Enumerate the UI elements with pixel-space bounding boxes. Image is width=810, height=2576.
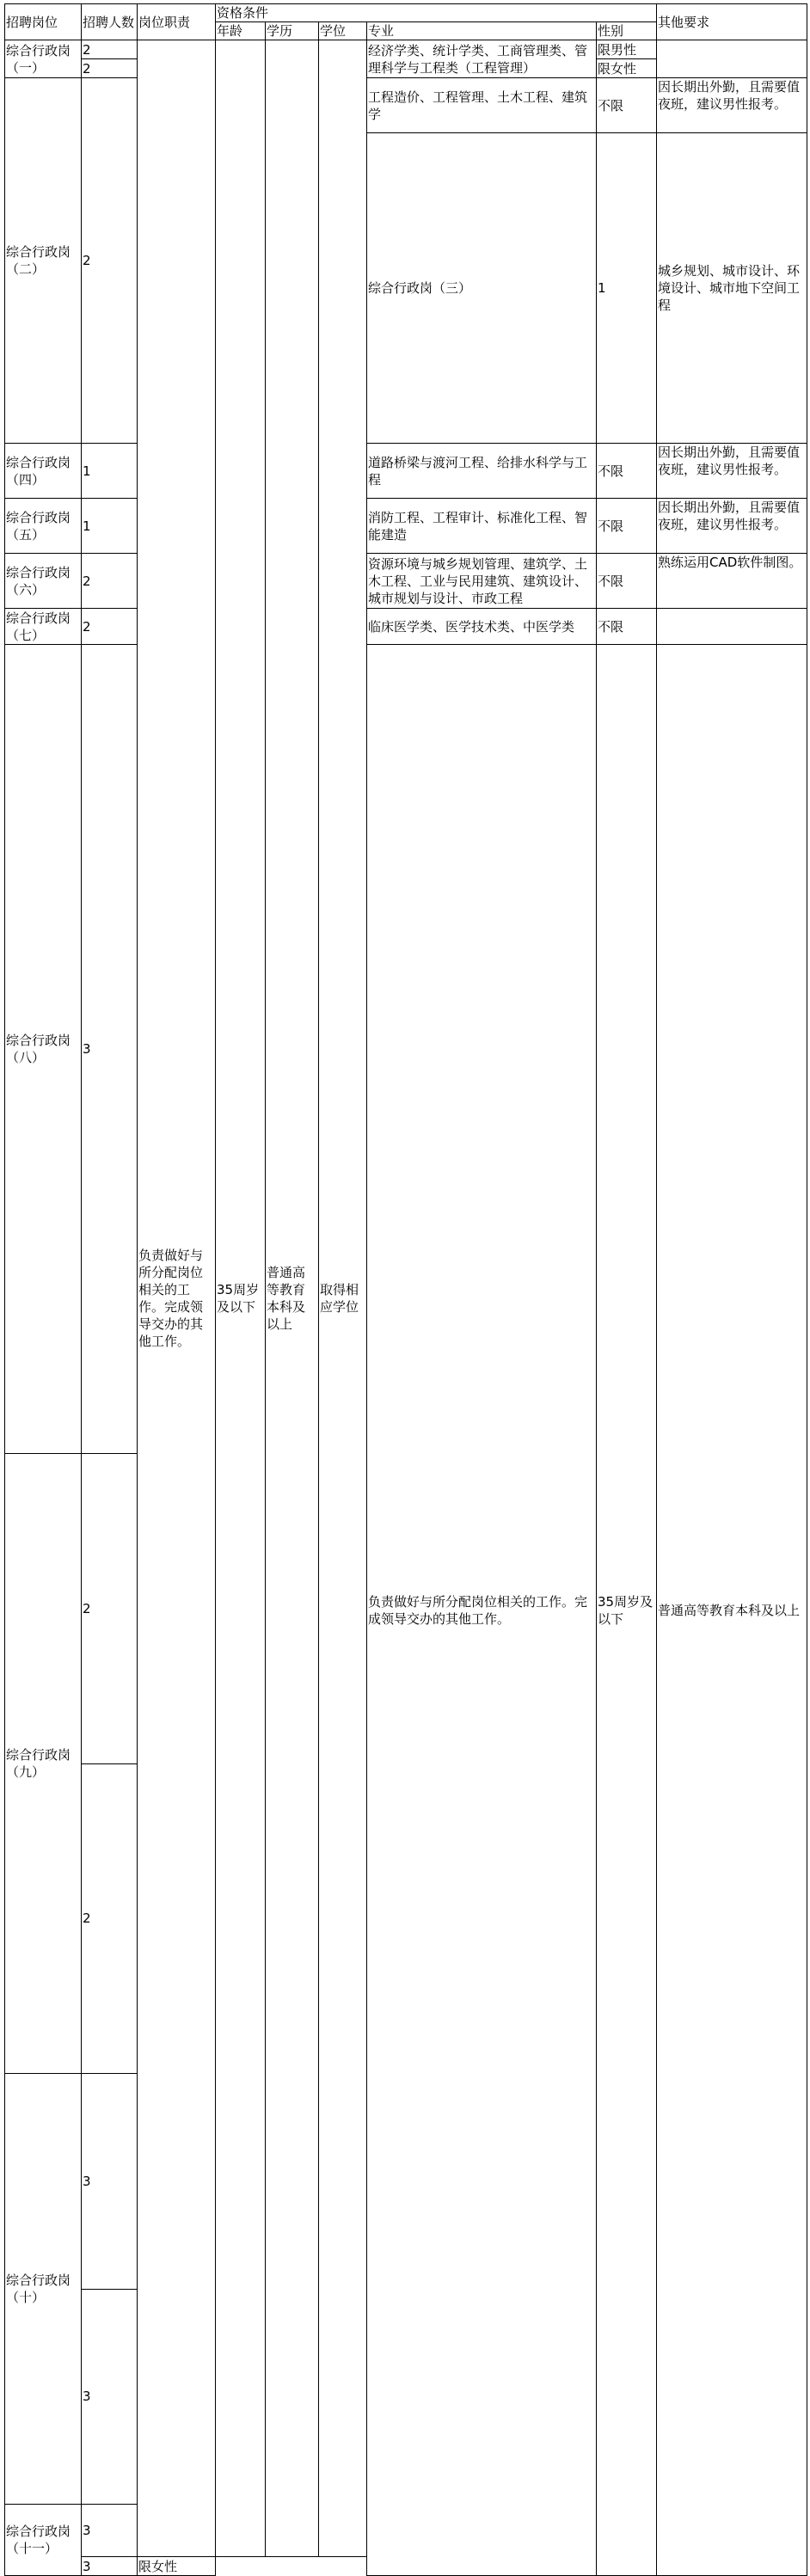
position-cell: 综合行政岗（八） [5,645,82,1454]
position-cell: 综合行政岗（六） [5,554,82,609]
position-cell: 综合行政岗（九） [5,1454,82,2074]
age-cell-group1: 35周岁及以下 [216,40,266,2557]
major-cell: 道路桥梁与渡河工程、给排水科学与工程 [367,444,597,499]
header-major: 专业 [367,22,597,40]
header-education: 学历 [266,22,319,40]
gender-cell: 限男性 [597,40,657,59]
duties-cell-group2: 负责做好与所分配岗位相关的工作。完成领导交办的其他工作。 [367,645,597,2576]
gender-cell: 不限 [597,78,657,133]
count-cell: 3 [82,645,138,1454]
position-cell: 综合行政岗（二） [5,78,82,444]
table-row [5,609,807,645]
other-cell: 因长期出外勤，且需要值夜班，建议男性报考。 [657,499,807,554]
count-cell: 2 [82,40,138,59]
age-cell-group2: 35周岁及以下 [597,645,657,2576]
other-cell: 因长期出外勤，且需要值夜班，建议男性报考。 [657,78,807,133]
count-cell: 2 [82,609,138,645]
gender-cell: 限女性 [597,59,657,78]
count-cell: 1 [82,444,138,499]
position-cell: 综合行政岗（一） [5,40,82,78]
table-row [5,444,807,499]
major-cell: 工程造价、工程管理、土木工程、建筑学 [367,78,597,133]
header-gender: 性别 [597,22,657,40]
major-cell: 临床医学类、医学技术类、中医学类 [367,609,597,645]
major-cell: 资源环境与城乡规划管理、建筑学、土木工程、工业与民用建筑、建筑设计、城市规划与设计、市政工程 [367,554,597,609]
position-cell: 综合行政岗（十） [5,2074,82,2505]
gender-cell: 不限 [597,499,657,554]
count-cell: 3 [82,2289,138,2505]
count-cell: 1 [82,499,138,554]
gender-cell: 限女性 [138,2557,216,2576]
table-row [5,78,807,133]
degree-cell-group1: 取得相应学位 [319,40,367,2557]
count-cell: 3 [82,2505,138,2557]
header-qualifications: 资格条件 [216,4,657,22]
count-cell: 1 [597,133,657,444]
other-cell: 熟练运用CAD软件制图。 [657,554,807,609]
position-cell: 综合行政岗（三） [367,133,597,444]
position-cell: 综合行政岗（五） [5,499,82,554]
count-cell: 2 [82,1454,138,1764]
other-cell [657,609,807,645]
table-row [5,499,807,554]
header-degree: 学位 [319,22,367,40]
header-age: 年龄 [216,22,266,40]
other-cell [657,40,807,78]
header-count: 招聘人数 [82,4,138,40]
major-cell: 消防工程、工程审计、标准化工程、智能建造 [367,499,597,554]
gender-cell: 不限 [597,444,657,499]
count-cell: 2 [82,59,138,78]
recruitment-table [4,3,807,2576]
position-cell: 综合行政岗（十一） [5,2505,82,2576]
count-cell: 2 [82,554,138,609]
header-duties: 岗位职责 [138,4,216,40]
table-row [5,554,807,609]
gender-cell: 不限 [597,609,657,645]
position-cell: 综合行政岗（四） [5,444,82,499]
count-cell: 3 [82,2074,138,2290]
education-cell-group2: 普通高等教育本科及以上 [657,645,807,2576]
count-cell: 2 [82,78,138,444]
count-cell: 2 [82,1763,138,2074]
header-other: 其他要求 [657,4,807,40]
other-cell: 因长期出外勤，且需要值夜班，建议男性报考。 [657,444,807,499]
header-position: 招聘岗位 [5,4,82,40]
table-row [5,40,807,59]
major-cell: 城乡规划、城市设计、环境设计、城市地下空间工程 [657,133,807,444]
major-cell: 经济学类、统计学类、工商管理类、管理科学与工程类（工程管理） [367,40,597,78]
count-cell: 3 [82,2557,138,2576]
header-row-1 [5,4,807,22]
duties-cell-group1: 负责做好与所分配岗位相关的工作。完成领导交办的其他工作。 [138,40,216,2557]
position-cell: 综合行政岗（七） [5,609,82,645]
education-cell-group1: 普通高等教育本科及以上 [266,40,319,2557]
gender-cell: 不限 [597,554,657,609]
table-row [5,645,807,1454]
